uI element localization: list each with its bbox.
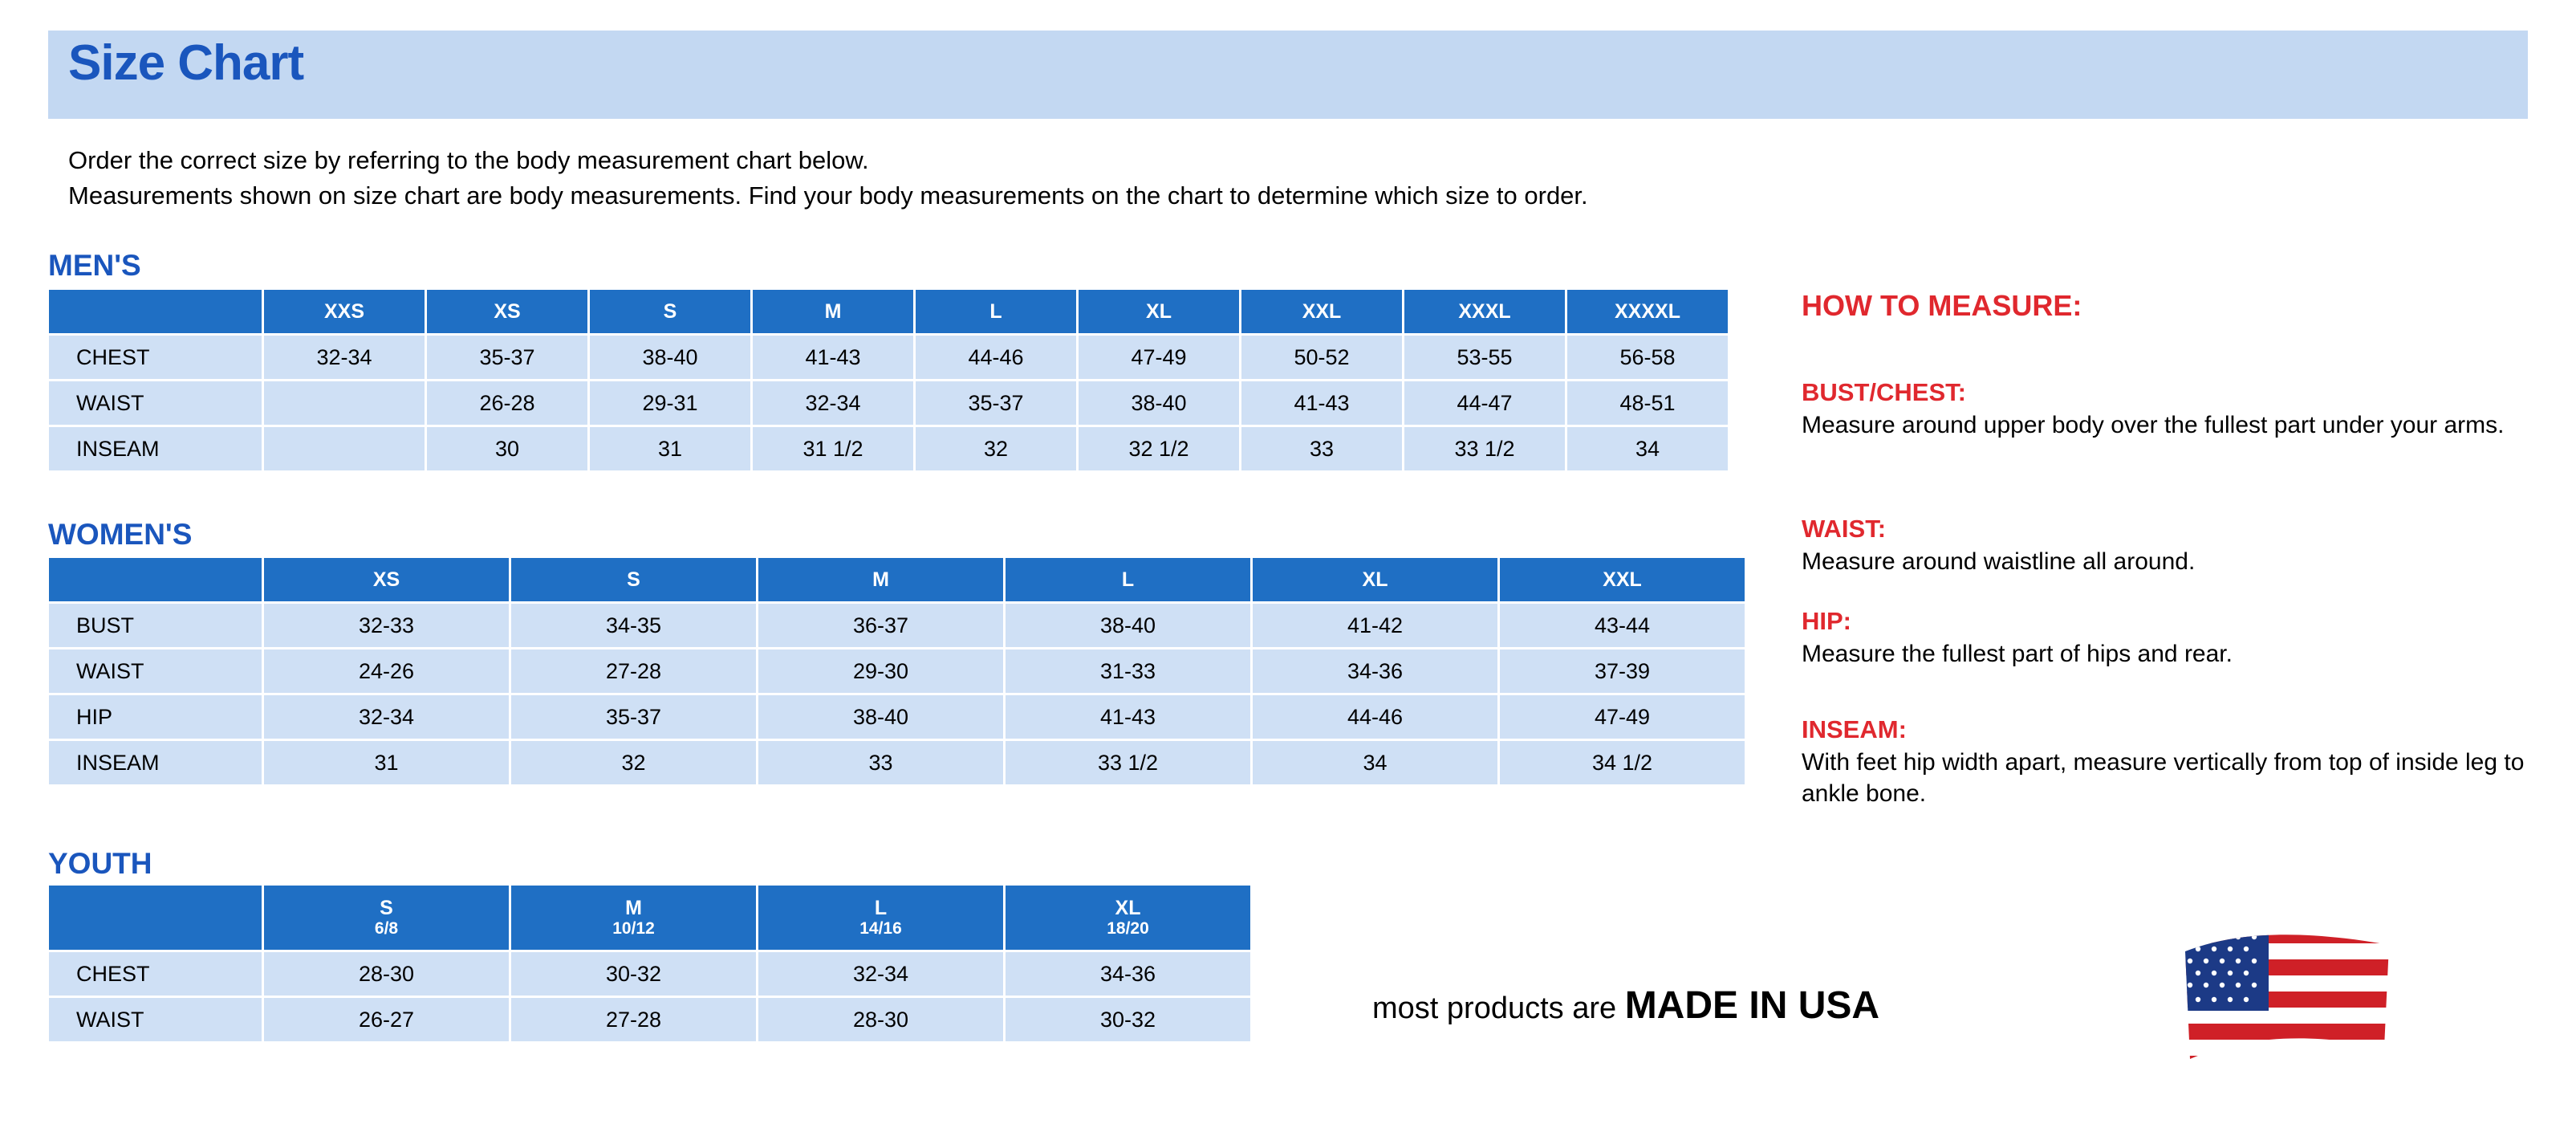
table-header-row	[49, 558, 1745, 601]
mens-col-xl: XL	[1079, 290, 1239, 333]
cell: 31	[590, 427, 750, 470]
cell: 31 1/2	[753, 427, 913, 470]
intro-text	[68, 143, 2508, 214]
cell: 35-37	[427, 336, 587, 379]
cell: 32 1/2	[1079, 427, 1239, 470]
cell: 30-32	[1006, 998, 1250, 1041]
cell: 33	[1241, 427, 1402, 470]
cell: 35-37	[916, 381, 1076, 425]
youth-col-xl-label: XL	[1115, 896, 1141, 919]
cell: 35-37	[511, 695, 756, 739]
cell: 34	[1253, 741, 1497, 784]
cell: 29-31	[590, 381, 750, 425]
cell: 28-30	[758, 998, 1003, 1041]
mens-col-s: S	[590, 290, 750, 333]
cell: 27-28	[511, 998, 756, 1041]
cell: 33 1/2	[1404, 427, 1565, 470]
cell: 32-34	[753, 381, 913, 425]
cell: 38-40	[1079, 381, 1239, 425]
womens-row-label-hip: HIP	[49, 695, 262, 739]
youth-corner-cell	[49, 886, 262, 950]
cell: 44-46	[916, 336, 1076, 379]
cell: 38-40	[1006, 604, 1250, 647]
cell: 38-40	[758, 695, 1003, 739]
measure-item-inseam	[1802, 715, 2532, 809]
cell: 34 1/2	[1500, 741, 1745, 784]
cell: 28-30	[264, 952, 509, 996]
cell: 34-36	[1006, 952, 1250, 996]
youth-section-title: YOUTH	[48, 847, 152, 880]
cell: 44-47	[1404, 381, 1565, 425]
youth-col-m-sub: 10/12	[612, 919, 655, 939]
mens-col-xxxxl: XXXXL	[1567, 290, 1728, 333]
cell: 56-58	[1567, 336, 1728, 379]
mens-col-xxs: XXS	[264, 290, 425, 333]
table-row	[49, 381, 1728, 425]
youth-col-s	[264, 886, 509, 950]
table-row	[49, 427, 1728, 470]
cell: 29-30	[758, 649, 1003, 693]
cell: 34	[1567, 427, 1728, 470]
table-row	[49, 604, 1745, 647]
cell: 41-43	[1241, 381, 1402, 425]
table-row	[49, 649, 1745, 693]
cell	[264, 427, 425, 470]
table-row	[49, 741, 1745, 784]
womens-corner-cell	[49, 558, 262, 601]
cell: 34-35	[511, 604, 756, 647]
mens-col-xxl: XXL	[1241, 290, 1402, 333]
table-row	[49, 952, 1250, 996]
cell: 32-34	[264, 336, 425, 379]
youth-col-l-sub: 14/16	[859, 919, 902, 939]
cell: 37-39	[1500, 649, 1745, 693]
youth-col-xl	[1006, 886, 1250, 950]
youth-size-table	[47, 883, 1253, 1044]
womens-col-xs: XS	[264, 558, 509, 601]
page-title: Size Chart	[68, 35, 304, 91]
cell: 32	[916, 427, 1076, 470]
intro-line-1: Order the correct size by referring to the body measurement chart below.	[68, 146, 869, 174]
mens-corner-cell	[49, 290, 262, 333]
cell: 26-27	[264, 998, 509, 1041]
youth-col-s-label: S	[380, 896, 393, 919]
mens-row-label-chest: CHEST	[49, 336, 262, 379]
measure-label-hip: HIP:	[1802, 607, 1851, 635]
cell: 32-34	[758, 952, 1003, 996]
cell: 48-51	[1567, 381, 1728, 425]
womens-col-xl: XL	[1253, 558, 1497, 601]
mens-col-xxxl: XXXL	[1404, 290, 1565, 333]
womens-section-title: WOMEN'S	[48, 518, 193, 551]
made-in-usa-line	[1372, 983, 1879, 1028]
cell: 24-26	[264, 649, 509, 693]
womens-row-label-waist: WAIST	[49, 649, 262, 693]
mens-section-title: MEN'S	[48, 249, 141, 282]
womens-col-s: S	[511, 558, 756, 601]
youth-col-s-sub: 6/8	[374, 919, 399, 939]
youth-col-m-label: M	[625, 896, 642, 919]
womens-col-xxl: XXL	[1500, 558, 1745, 601]
cell: 47-49	[1079, 336, 1239, 379]
cell: 30-32	[511, 952, 756, 996]
mens-col-l: L	[916, 290, 1076, 333]
measure-label-inseam: INSEAM:	[1802, 715, 1907, 743]
measure-text-hip: Measure the fullest part of hips and rear.	[1802, 641, 2233, 668]
youth-col-l	[758, 886, 1003, 950]
cell: 44-46	[1253, 695, 1497, 739]
how-to-measure-title: HOW TO MEASURE:	[1802, 289, 2082, 322]
cell: 31-33	[1006, 649, 1250, 693]
cell: 41-42	[1253, 604, 1497, 647]
cell: 32-33	[264, 604, 509, 647]
cell: 34-36	[1253, 649, 1497, 693]
measure-label-bust-chest: BUST/CHEST:	[1802, 378, 1966, 406]
measure-text-waist: Measure around waistline all around.	[1802, 548, 2196, 576]
header-banner	[48, 31, 2528, 119]
cell: 41-43	[753, 336, 913, 379]
made-in-usa-prefix: most products are	[1372, 992, 1625, 1025]
youth-row-label-waist: WAIST	[49, 998, 262, 1041]
cell: 50-52	[1241, 336, 1402, 379]
cell: 47-49	[1500, 695, 1745, 739]
mens-col-m: M	[753, 290, 913, 333]
mens-row-label-waist: WAIST	[49, 381, 262, 425]
measure-item-hip	[1802, 606, 2532, 670]
womens-size-table	[47, 556, 1747, 787]
cell: 26-28	[427, 381, 587, 425]
youth-col-l-label: L	[874, 896, 888, 919]
cell: 36-37	[758, 604, 1003, 647]
cell: 53-55	[1404, 336, 1565, 379]
mens-size-table	[47, 287, 1730, 473]
womens-row-label-bust: BUST	[49, 604, 262, 647]
table-header-row	[49, 290, 1728, 333]
measure-label-waist: WAIST:	[1802, 515, 1887, 543]
measure-item-waist	[1802, 514, 2532, 578]
cell: 30	[427, 427, 587, 470]
intro-line-2: Measurements shown on size chart are body measurements. Find your body measurements on the chart to determine which size to order.	[68, 181, 1588, 210]
cell: 43-44	[1500, 604, 1745, 647]
measure-text-inseam: With feet hip width apart, measure vertically from top of inside leg to ankle bone.	[1802, 749, 2525, 807]
cell: 31	[264, 741, 509, 784]
mens-row-label-inseam: INSEAM	[49, 427, 262, 470]
cell: 27-28	[511, 649, 756, 693]
measure-text-bust-chest: Measure around upper body over the fullest part under your arms.	[1802, 412, 2505, 439]
table-row	[49, 695, 1745, 739]
cell: 41-43	[1006, 695, 1250, 739]
womens-col-m: M	[758, 558, 1003, 601]
cell	[264, 381, 425, 425]
measure-item-bust-chest	[1802, 377, 2532, 442]
youth-col-m	[511, 886, 756, 950]
youth-col-xl-sub: 18/20	[1107, 919, 1149, 939]
table-header-row	[49, 886, 1250, 950]
youth-row-label-chest: CHEST	[49, 952, 262, 996]
mens-col-xs: XS	[427, 290, 587, 333]
table-row	[49, 336, 1728, 379]
usa-flag-icon	[2179, 927, 2395, 1076]
womens-row-label-inseam: INSEAM	[49, 741, 262, 784]
womens-col-l: L	[1006, 558, 1250, 601]
made-in-usa-strong: MADE IN USA	[1624, 984, 1880, 1027]
table-row	[49, 998, 1250, 1041]
cell: 38-40	[590, 336, 750, 379]
cell: 33 1/2	[1006, 741, 1250, 784]
cell: 33	[758, 741, 1003, 784]
cell: 32	[511, 741, 756, 784]
cell: 32-34	[264, 695, 509, 739]
